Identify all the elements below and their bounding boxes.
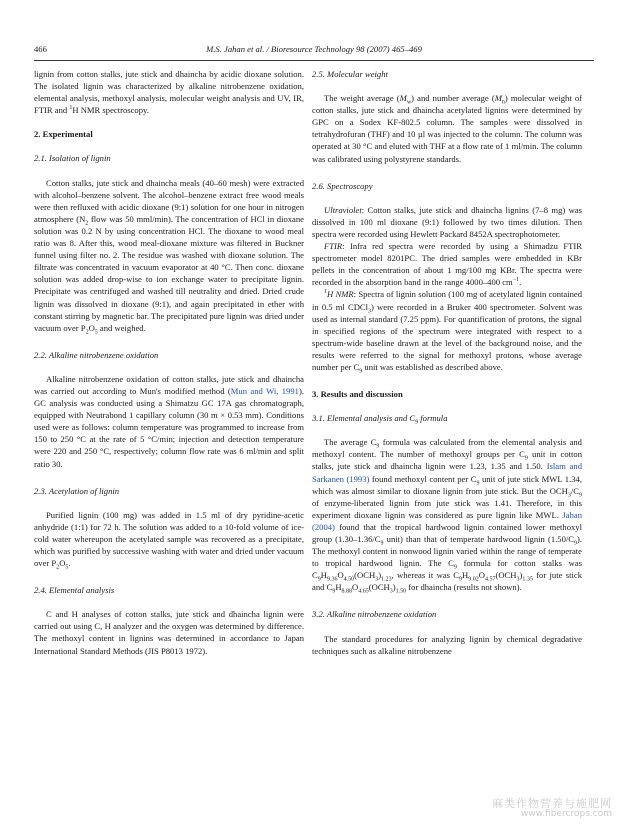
section-heading-experimental: 2. Experimental: [34, 129, 93, 140]
watermark: [492, 798, 612, 820]
alkaline-paragraph: Alkaline nitrobenzene oxidation of cotton stalks, jute stick and dhaincha was carried out according to Mun's modified method (Mun and Wi, 1991). GC analysis was conducted using a Shimatzu GC 17A gas chromatograph, equipped with Neutrabond 1 capillary column (30 m × 0.53 mm). Conditions used were as follows: column temperature was programmed to increase from 150 to 250 °C at the rate of 5 °C/min; injection and detection temperature were 220 and 250 °C, respectively; column flow rate was 6 ml/min and split ratio 30.: [34, 373, 304, 469]
subsection-heading-molecular-weight: 2.5. Molecular weight: [312, 69, 388, 79]
subsection-heading-alkaline-results: 3.2. Alkaline nitrobenzene oxidation: [312, 609, 437, 620]
subsection-heading-acetylation: 2.3. Acetylation of lignin: [34, 485, 120, 496]
citation-link-islam[interactable]: Islam and Sarkanen (1993): [312, 461, 582, 484]
page-number: 466: [34, 44, 47, 54]
section-heading-results: 3. Results and discussion: [312, 389, 403, 400]
citation-link-jahan[interactable]: Jahan (2004): [312, 509, 582, 532]
header-rule: [34, 60, 594, 61]
subsection-heading-isolation: 2.1. Isolation of lignin: [34, 153, 111, 164]
right-column: [312, 68, 582, 657]
watermark-site-name: 麻类作物营养与施肥网: [492, 797, 612, 810]
subsection-heading-c9-formula: 3.1. Elemental analysis and $C_9$ formula: [312, 413, 448, 426]
isolation-paragraph: Cotton stalks, jute stick and dhaincha meals (40–60 mesh) were extracted with alcohol–benzene solvent. The alcohol–benzene extract free wood meals were then refluxed with acidic dioxane (9:1) solution for one hour in nitrogen atmosphere ($N_2$ flow was 50 mml/min). The concentration of HCl in dioxane solution was 0.2 N by using concentration HCl. The dioxane to wood meal ratio was 8. After this, wood meal-dioxane mixture was filtered in Buckner funnel using filter no. 2. The residue was washed with dioxane solution. The filtrate was concentrated in vacuum evaporator at 40 °C. Then conc. dioxane solution was added drop-wise to ion exchange water to precipitate lignin. Precipitate was centrifuged and washed till neutrality and dried. Dried crude lignin was dissolved in dioxane (9:1), and again precipitated in ether with constant stirring by magnetic bar. The precipitated pure lignin was dried under vacuum over $P_2O_5$ and weighed.: [34, 177, 304, 336]
molecular-weight-paragraph: The weight average $(M_w)$ and number average $(M_n)$ molecular weight of cotton stalks, jute stick and dhaincha acetylated lignins were determined by GPC on a Sodex KF-802.5 column. The samples were dissolved in tetrahydrofuran (THF) and 10 µl was injected to the column. The column was operated at 30 °C and eluted with THF at a flow rate of 1 ml/min. The column was calibrated using polystyrene standards.: [312, 93, 582, 164]
citation-link-mun[interactable]: Mun and Wi, 1991: [230, 385, 299, 396]
subsection-heading-alkaline: 2.2. Alkaline nitrobenzene oxidation: [34, 349, 159, 360]
ftir-paragraph: FTIR: Infra red spectra were recorded by using a Shimadzu FTIR spectrometer model 8201PC. The dried samples were embedded in KBr pellets in the concentration of about 1 mg/100 mg KBr. The spectra were recorded in the absorption band in the range 4000–400 $cm^{-1}$.: [312, 241, 582, 288]
standard-procedures-paragraph: The standard procedures for analyzing lignin by chemical degradative techniques such as alkaline nitrobenzene: [312, 633, 582, 656]
elemental-paragraph: C and H analyses of cotton stalks, jute stick and dhaincha lignin were carried out using C, H analyzer and the oxygen was determined by difference. The methoxyl content in lignins was determined in accordance to Japan International Standard Methods (JIS P8013 1972).: [34, 609, 304, 656]
subsection-heading-elemental: 2.4. Elemental analysis: [34, 585, 115, 596]
results-paragraph: The average $C_9$ formula was calculated from the elemental analysis and methoxyl content. The number of methoxyl groups per $C_9$ unit in cotton stalks, jute stick and dhaincha lignin were 1.23, 1.35 and 1.50. Islam and Sarkanen (1993) found methoxyl content per $C_9$ unit of jute stick MWL 1.34, which was almost similar to dioxane lignin from jute stick. But the $OCH_3/C_9$ of enzyme-liberated lignin from jute stick was 1.41. Therefore, in this experiment dioxane lignin was considered as pure lignin like MWL. Jahan (2004) found that the tropical hardwood lignin contained lower methoxyl group ($1.30-1.36/C_9$ unit) than that of temperate hardwood lignin $(1.50/C_9)$. The methoxyl content in nonwood lignin varied within the range of temperate to tropical hardwood lignin. The $C_9$ formula for cotton stalks was $C_9H_{9.36}O_{4.50}(OCH_3)_{1.23}$, whereas it was $C_9H_{9.02}O_{4.57}(OCH_3)_{1.35}$ for jute stick and $C_9H_{8.88}O_{4.65}(OCH_3)_{1.50}$ for dhaincha (results not shown).: [312, 437, 582, 596]
acetylation-paragraph: Purified lignin (100 mg) was added in 1.5 ml of dry pyridine-acetic anhydride (1:1) for 72 h. The solution was added to a 10-fold volume of ice-cold water whereupon the acetylated sample was recovered as a precipitate, which was purified by successive washing with water and dried under vacuum over $P_2O_5$.: [34, 509, 304, 571]
watermark-url: www.fibercrops.com: [521, 809, 612, 819]
left-column: [34, 68, 304, 657]
nmr-paragraph: $^1$H NMR: Spectra of lignin solution (100 mg of acetylated lignin contained in 0.5 ml CDCl$_3$) were recorded in a Bruker 400 spectrometer. Solvent was used as internal standard (7.25 ppm). For quantification of protons, the signal in specified regions of the spectrum were integrated with respect to a spectrum-wide baseline drawn at the level of the background noise, and the results were referred to the signal for methoxyl protons, whose average number per $C_9$ unit was established as described above.: [312, 289, 582, 375]
journal-citation: M.S. Jahan et al. / Bioresource Technology 98 (2007) 465–469: [206, 44, 422, 54]
running-header: [34, 44, 594, 58]
subsection-heading-spectroscopy: 2.6. Spectroscopy: [312, 180, 373, 191]
intro-paragraph: lignin from cotton stalks, jute stick and dhaincha by acidic dioxane solution. The isolated lignin was characterized by alkaline nitrobenzene oxidation, elemental analysis, methoxyl analysis, molecular weight analysis and UV, IR, FTIR and $^1$H NMR spectroscopy.: [34, 69, 304, 116]
ultraviolet-paragraph: Ultraviolet: Cotton stalks, jute stick and dhaincha lignins (7–8 mg) was dissolved in 100 ml dioxane (9:1) followed by two times dilution. Then spectra were recorded using Hewlett Packard 8452A spectrophotometer.: [312, 204, 582, 239]
